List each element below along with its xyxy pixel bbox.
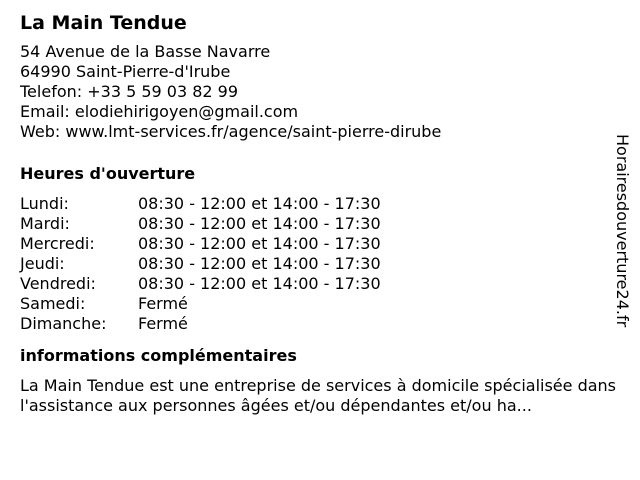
hours-row — [20, 194, 381, 214]
business-description: La Main Tendue est une entreprise de services à domicile spécialisée dans l'assistance aux personnes âgées et/ou dépendantes et/ou ha... — [20, 376, 616, 415]
hours-day: Vendredi: — [20, 274, 96, 293]
hours-table — [20, 194, 381, 334]
hours-day: Mardi: — [20, 214, 70, 233]
hours-row — [20, 274, 381, 294]
hours-row — [20, 214, 381, 234]
business-card — [20, 10, 620, 416]
hours-time: 08:30 - 12:00 et 14:00 - 17:30 — [138, 254, 381, 273]
hours-day: Dimanche: — [20, 314, 107, 333]
hours-row — [20, 234, 381, 254]
hours-row — [20, 294, 381, 314]
website-url: Web: www.lmt-services.fr/agence/saint-pierre-dirube — [20, 122, 442, 141]
hours-time: 08:30 - 12:00 et 14:00 - 17:30 — [138, 234, 381, 253]
hours-time: Fermé — [138, 294, 188, 313]
address-street: 54 Avenue de la Basse Navarre — [20, 42, 271, 61]
hours-row — [20, 314, 381, 334]
hours-day: Mercredi: — [20, 234, 95, 253]
hours-time: 08:30 - 12:00 et 14:00 - 17:30 — [138, 194, 381, 213]
info-heading: informations complémentaires — [20, 346, 297, 365]
hours-heading: Heures d'ouverture — [20, 164, 196, 183]
hours-time: 08:30 - 12:00 et 14:00 - 17:30 — [138, 274, 381, 293]
hours-day: Samedi: — [20, 294, 86, 313]
hours-time: Fermé — [138, 314, 188, 333]
email-address: Email: elodiehirigoyen@gmail.com — [20, 102, 299, 121]
watermark-text: Horairesdouverture24.fr — [613, 134, 632, 328]
phone-number: Telefon: +33 5 59 03 82 99 — [20, 82, 239, 101]
business-name: La Main Tendue — [20, 12, 187, 34]
hours-time: 08:30 - 12:00 et 14:00 - 17:30 — [138, 214, 381, 233]
hours-row — [20, 254, 381, 274]
hours-day: Jeudi: — [20, 254, 65, 273]
hours-day: Lundi: — [20, 194, 69, 213]
address-city: 64990 Saint-Pierre-d'Irube — [20, 62, 231, 81]
